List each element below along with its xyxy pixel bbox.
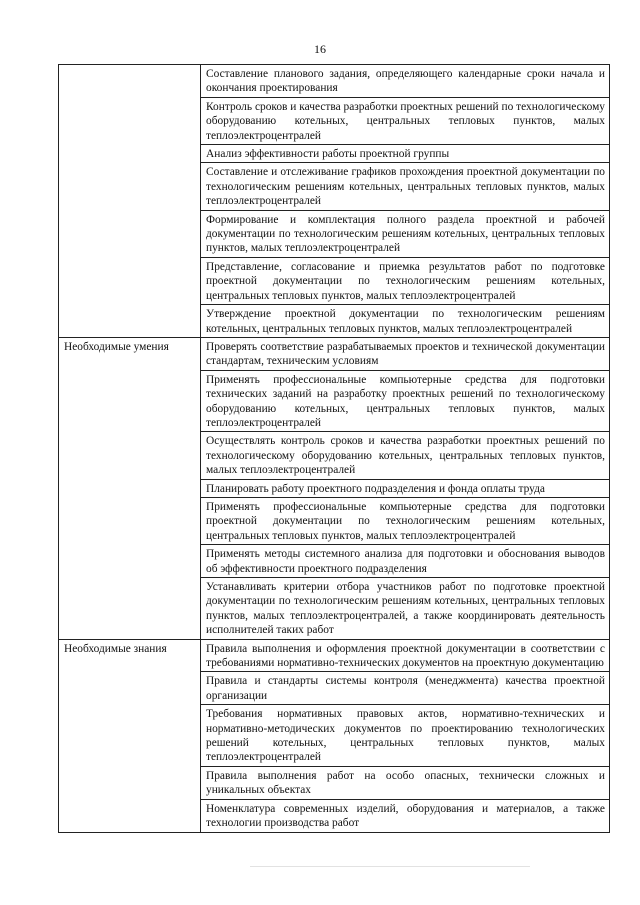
section-label bbox=[59, 65, 201, 338]
section-item: Номенклатура современных изделий, оборудования и материалов, а также технологии производства работ bbox=[201, 799, 610, 832]
section-item: Требования нормативных правовых актов, нормативно-технических и нормативно-методических документов по проектированию технологических решений котельных, центральных тепловых пунктов, малых теплоэлектроцентралей bbox=[201, 705, 610, 767]
section-item: Применять методы системного анализа для подготовки и обоснования выводов об эффективности проектного подразделения bbox=[201, 545, 610, 578]
table-row bbox=[59, 639, 610, 672]
section-item: Контроль сроков и качества разработки проектных решений по технологическому оборудованию котельных, центральных тепловых пунктов, малых теплоэлектроцентралей bbox=[201, 97, 610, 144]
section-item: Устанавливать критерии отбора участников работ по подготовке проектной документации по технологическим решениям котельных, центральных тепловых пунктов, малых теплоэлектроцентралей, а также координировать деятельность исполнителей таких работ bbox=[201, 578, 610, 640]
section-item: Проверять соответствие разрабатываемых проектов и технической документации стандартам, техническим условиям bbox=[201, 337, 610, 370]
section-label: Необходимые умения bbox=[59, 337, 201, 639]
section-item: Утверждение проектной документации по технологическим решениям котельных, центральных тепловых пунктов, малых теплоэлектроцентралей bbox=[201, 305, 610, 338]
section-label: Необходимые знания bbox=[59, 639, 201, 832]
scan-edge-line bbox=[250, 866, 530, 867]
section-item: Правила и стандарты системы контроля (менеджмента) качества проектной организации bbox=[201, 672, 610, 705]
section-item: Правила выполнения работ на особо опасных, технически сложных и уникальных объектах bbox=[201, 766, 610, 799]
section-item: Применять профессиональные компьютерные средства для подготовки технических заданий на разработку проектных решений по технологическому оборудованию котельных, центральных тепловых пунктов, малых теплоэлектроцентралей bbox=[201, 370, 610, 432]
section-item: Правила выполнения и оформления проектной документации в соответствии с требованиями нормативно-технических документов на проектную документацию bbox=[201, 639, 610, 672]
requirements-table-body bbox=[59, 65, 610, 833]
table-row bbox=[59, 65, 610, 98]
section-item: Формирование и комплектация полного раздела проектной и рабочей документации по технологическим решениям котельных, центральных тепловых пунктов, малых теплоэлектроцентралей bbox=[201, 210, 610, 257]
section-item: Составление и отслеживание графиков прохождения проектной документации по технологическим решениям котельных, центральных тепловых пунктов, малых теплоэлектроцентралей bbox=[201, 163, 610, 210]
table-row bbox=[59, 337, 610, 370]
section-item: Анализ эффективности работы проектной группы bbox=[201, 145, 610, 163]
section-item: Представление, согласование и приемка результатов работ по подготовке проектной документации по технологическим решениям котельных, центральных тепловых пунктов, малых теплоэлектроцентралей bbox=[201, 257, 610, 304]
section-item: Планировать работу проектного подразделения и фонда оплаты труда bbox=[201, 479, 610, 497]
page-number: 16 bbox=[314, 42, 326, 56]
section-item: Применять профессиональные компьютерные средства для подготовки проектной документации по технологическим решениям котельных, центральных тепловых пунктов, малых теплоэлектроцентралей bbox=[201, 497, 610, 544]
section-item: Осуществлять контроль сроков и качества разработки проектных решений по технологическому оборудованию котельных, центральных тепловых пунктов, малых теплоэлектроцентралей bbox=[201, 432, 610, 479]
requirements-table bbox=[58, 64, 610, 833]
section-item: Составление планового задания, определяющего календарные сроки начала и окончания проектирования bbox=[201, 65, 610, 98]
